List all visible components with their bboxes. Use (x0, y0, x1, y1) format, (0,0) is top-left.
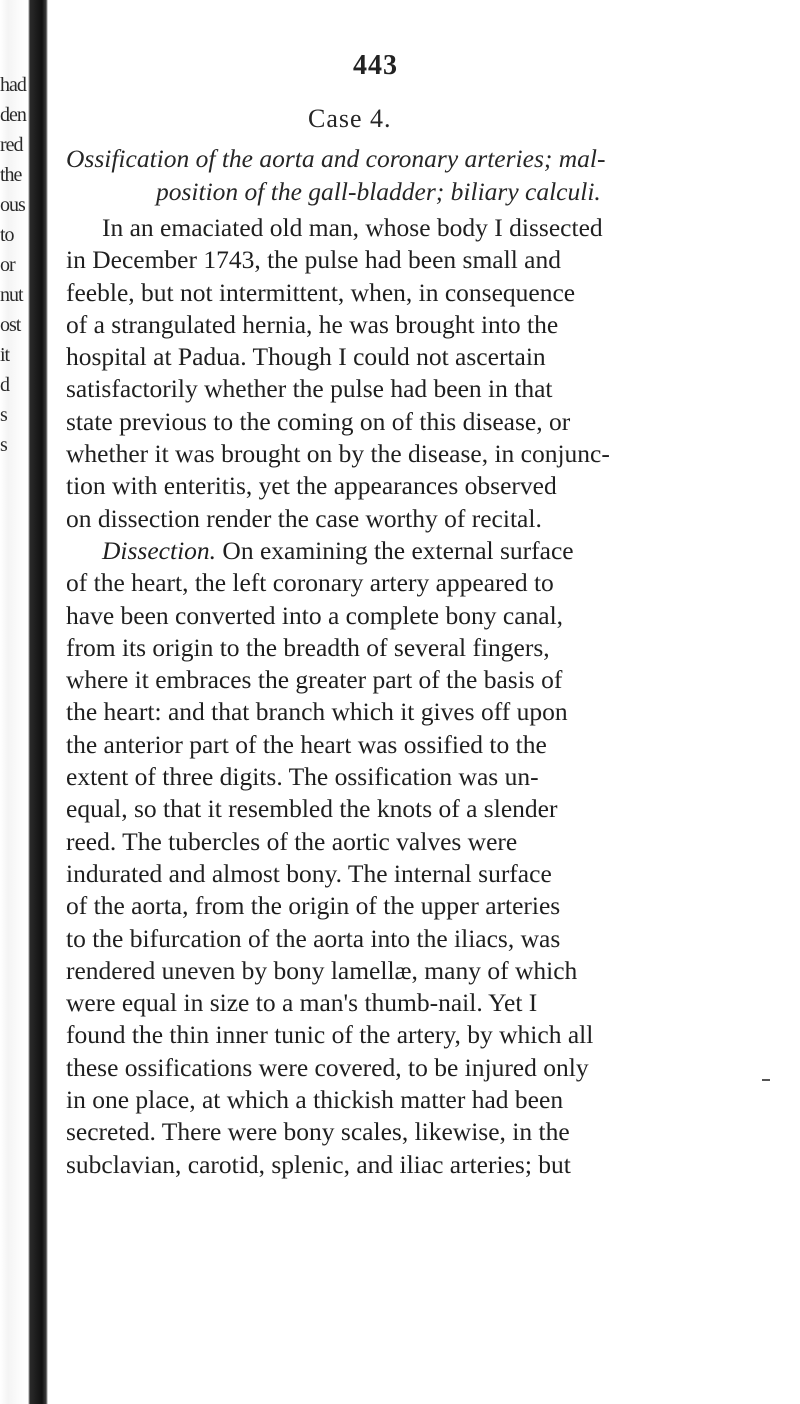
text-line: the heart: and that branch which it gives off upon (66, 697, 568, 727)
text-line: whether it was brought on by the disease, in conjunc- (66, 439, 610, 469)
margin-fragment: it (0, 344, 10, 366)
margin-fragment: den (0, 104, 26, 126)
text-line: indurated and almost bony. The internal surface (66, 858, 552, 888)
margin-fragment: s (0, 404, 7, 426)
text-line: from its origin to the breadth of several fingers, (66, 632, 550, 662)
margin-fragment: d (0, 374, 9, 396)
text-line: the anterior part of the heart was ossified to the (66, 729, 547, 759)
margin-fragment: ost (0, 314, 21, 336)
text-line: tion with enteritis, yet the appearances observed (66, 471, 557, 501)
text-line: in one place, at which a thickish matter had been (66, 1085, 564, 1115)
text-line: secreted. There were bony scales, likewise, in the (66, 1117, 570, 1147)
margin-fragment: to (0, 224, 14, 246)
text-line: have been converted into a complete bony canal, (66, 600, 564, 630)
case-body (66, 212, 766, 1181)
text-line: found the thin inner tunic of the artery, by which all (66, 1020, 594, 1050)
case-title-line: position of the gall-bladder; biliary calculi. (156, 177, 601, 206)
text-line: to the bifurcation of the aorta into the iliacs, was (66, 923, 561, 953)
text-line: equal, so that it resembled the knots of a slender (66, 794, 558, 824)
text-line: In an emaciated old man, whose body I dissected (102, 213, 603, 242)
margin-fragment: red (0, 134, 23, 156)
text-line: on dissection render the case worthy of recital. (66, 503, 542, 533)
margin-fragment: or (0, 254, 15, 276)
text-fragment: On examining the external surface (222, 535, 574, 565)
facing-page-edge (0, 70, 30, 890)
text-line: of the aorta, from the origin of the upper arteries (66, 891, 561, 921)
case-title-line: Ossification of the aorta and coronary arteries; mal- (66, 144, 606, 173)
text-line: reed. The tubercles of the aortic valves were (66, 826, 518, 856)
text-line: hospital at Padua. Though I could not ascertain (66, 342, 546, 372)
margin-mark (762, 1079, 770, 1081)
dissection-label: Dissection. (102, 535, 217, 565)
case-title (66, 142, 766, 208)
text-line: state previous to the coming on of this disease, or (66, 406, 571, 436)
text-line: where it embraces the greater part of the basis of (66, 665, 563, 695)
text-line: of the heart, the left coronary artery appeared to (66, 568, 554, 598)
text-line: rendered uneven by bony lamellæ, many of which (66, 955, 578, 985)
case-heading: Case 4. (308, 104, 392, 133)
text-line: feeble, but not intermittent, when, in consequence (66, 277, 576, 307)
text-line: were equal in size to a man's thumb-nail. Yet I (66, 988, 538, 1018)
text-line: in December 1743, the pulse had been small and (66, 245, 561, 275)
text-line: subclavian, carotid, splenic, and iliac arteries; but (66, 1149, 571, 1179)
margin-fragment: nut (0, 284, 23, 306)
margin-fragment: had (0, 74, 26, 96)
margin-fragment: the (0, 164, 22, 186)
text-line: extent of three digits. The ossification was un- (66, 762, 539, 792)
margin-fragment: s (0, 434, 7, 456)
text-line: these ossifications were covered, to be injured only (66, 1052, 589, 1082)
text-line: satisfactorily whether the pulse had been in that (66, 374, 553, 404)
margin-fragment: ous (0, 194, 25, 216)
page-number: 443 (353, 50, 398, 81)
text-line: of a strangulated hernia, he was brought into the (66, 309, 559, 339)
dissection-paragraph-start (66, 535, 766, 567)
